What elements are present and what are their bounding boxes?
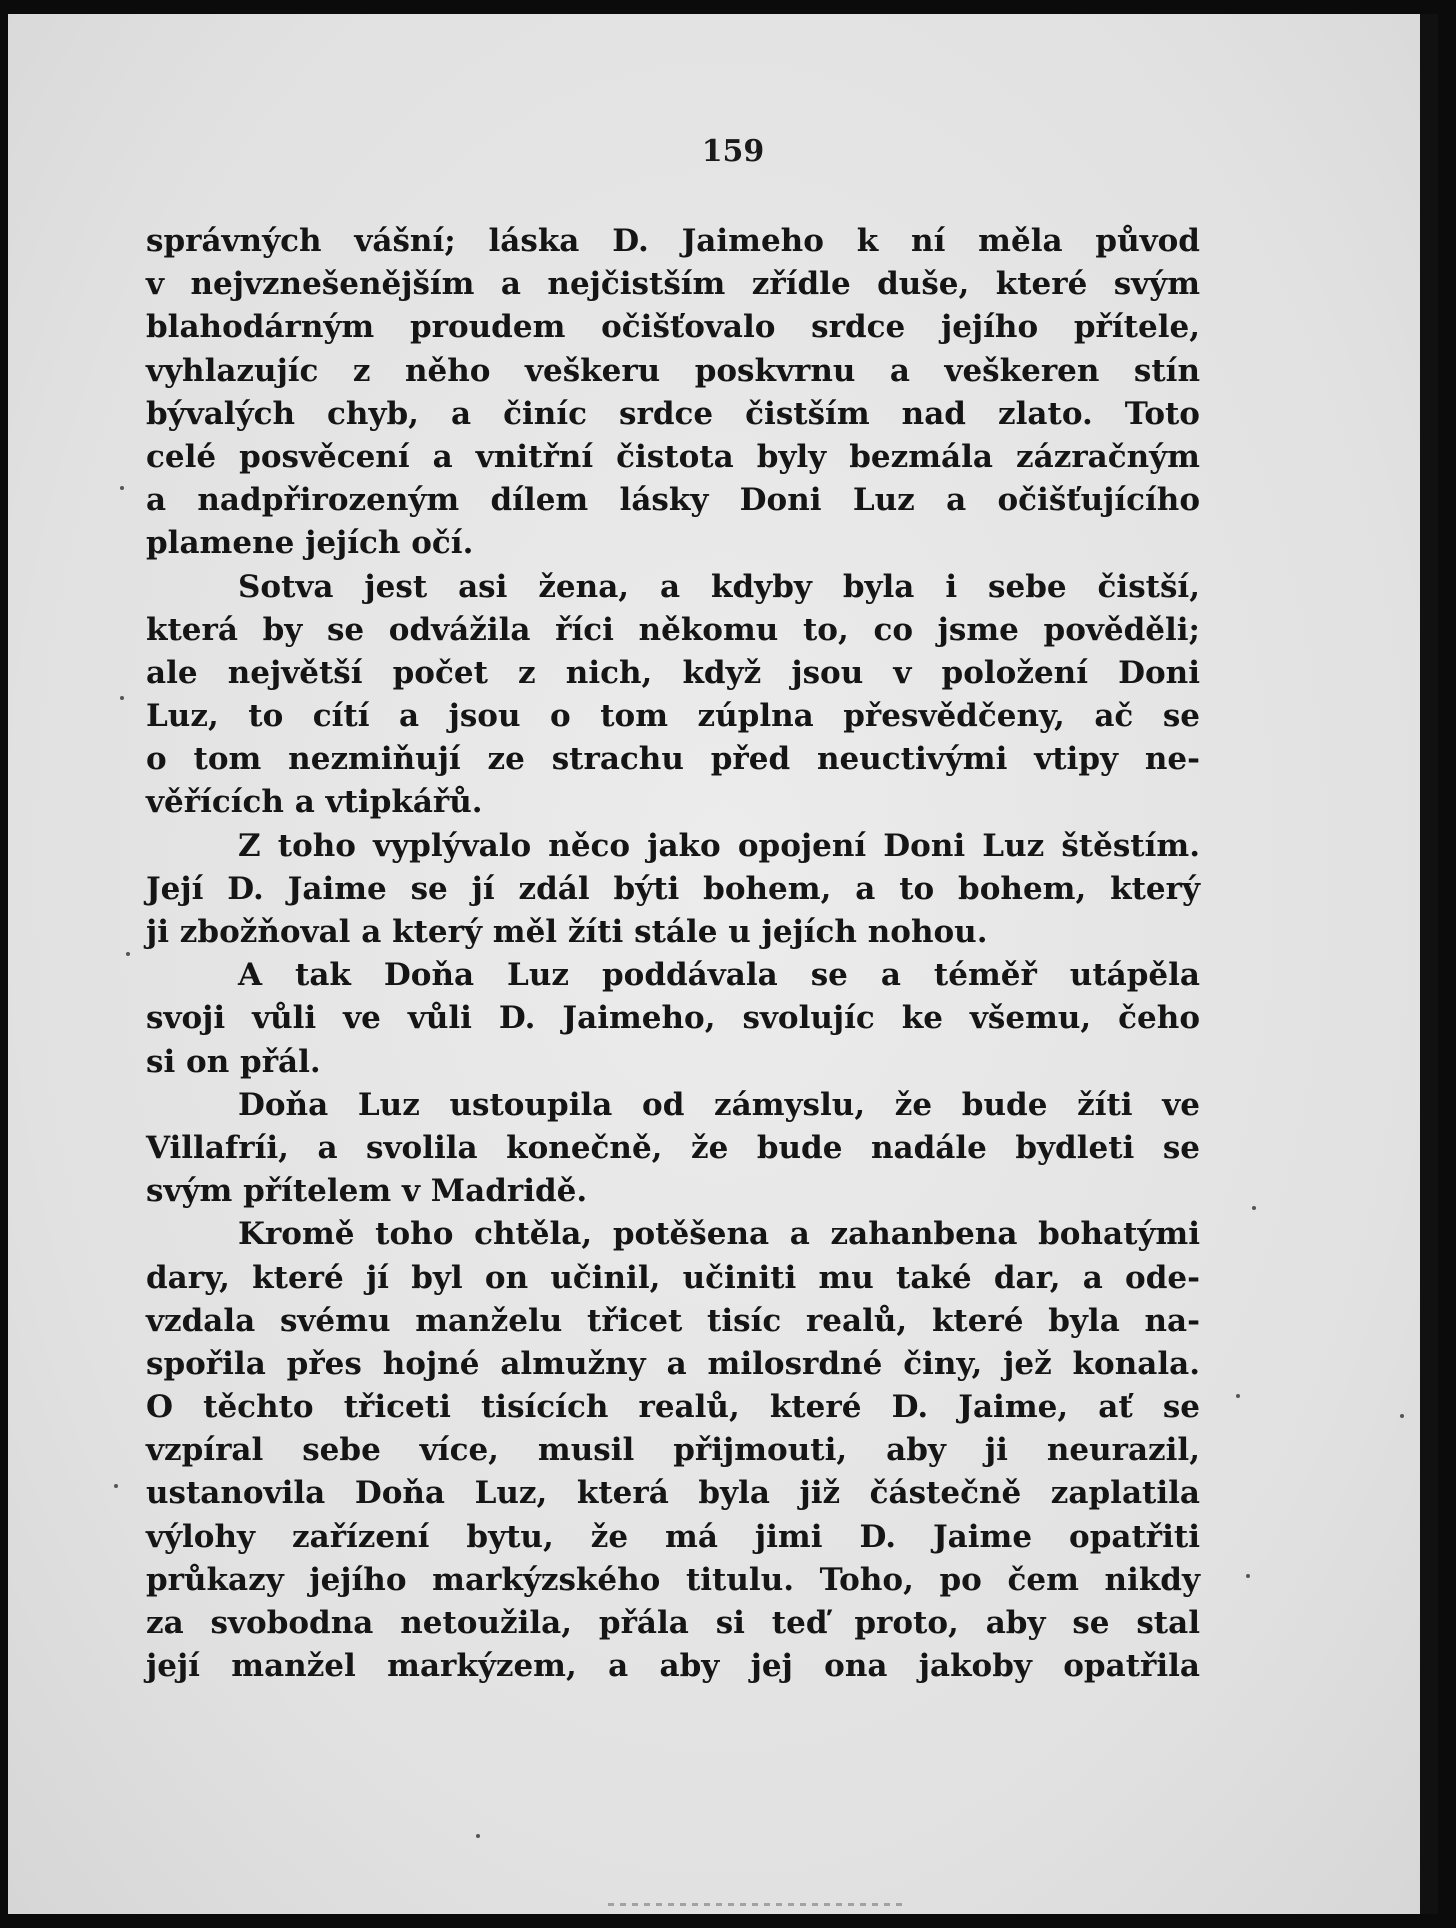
text-line: ji zbožňoval a který měl žíti stále u jejích nohou.	[146, 914, 988, 950]
text-line: svoji vůli ve vůli D. Jaimeho, svolujíc ke všemu, čeho	[146, 1000, 1200, 1037]
text-line: A tak Doňa Luz poddávala se a téměř utápěla	[238, 957, 1200, 994]
text-line: Z toho vyplývalo něco jako opojení Doni Luz štěstím.	[238, 827, 1200, 864]
text-line: o tom nezmiňují ze strachu před neuctivými vtipy ne-	[146, 741, 1200, 778]
text-line: Kromě toho chtěla, potěšena a zahanbena bohatými	[238, 1216, 1200, 1253]
body-text	[146, 220, 1200, 1688]
text-line: průkazy jejího markýzského titulu. Toho, po čem nikdy	[146, 1561, 1200, 1598]
text-line: Villafríi, a svolila konečně, že bude nadále bydleti se	[146, 1129, 1200, 1166]
scan-speck	[120, 696, 124, 700]
text-line: vzpíral sebe více, musil přijmouti, aby ji neurazil,	[146, 1432, 1200, 1469]
text-line: výlohy zařízení bytu, že má jimi D. Jaime opatřiti	[146, 1518, 1200, 1555]
scan-speck	[1400, 1414, 1404, 1418]
text-line: ale největší počet z nich, když jsou v položení Doni	[146, 654, 1200, 691]
text-line: Její D. Jaime se jí zdál býti bohem, a to bohem, který	[146, 870, 1200, 907]
text-line: vzdala svému manželu třicet tisíc realů, které byla na-	[146, 1302, 1200, 1339]
text-line: Luz, to cítí a jsou o tom zúplna přesvědčeny, ač se	[146, 698, 1200, 735]
text-line: Sotva jest asi žena, a kdyby byla i sebe čistší,	[238, 568, 1200, 605]
text-line: věřících a vtipkářů.	[146, 784, 483, 821]
scan-speck	[1246, 1574, 1250, 1578]
text-line: svým přítelem v Madridě.	[146, 1173, 588, 1210]
text-line: si on přál.	[146, 1043, 321, 1080]
text-line: Doňa Luz ustoupila od zámyslu, že bude žíti ve	[238, 1086, 1200, 1123]
text-line: dary, které jí byl on učinil, učiniti mu také dar, a ode-	[146, 1259, 1200, 1296]
text-line: bývalých chyb, a činíc srdce čistším nad zlato. Toto	[146, 395, 1200, 432]
scanned-book-page	[8, 14, 1438, 1914]
page-edge-shadow	[1420, 14, 1438, 1914]
text-line: ustanovila Doňa Luz, která byla již částečně zaplatila	[146, 1475, 1200, 1512]
scan-speck	[120, 486, 124, 490]
scan-speck	[126, 952, 130, 956]
scan-speck	[114, 1484, 118, 1488]
text-line: celé posvěcení a vnitřní čistota byly bezmála zázračným	[146, 438, 1200, 475]
scan-speck	[1252, 1206, 1256, 1210]
text-line: za svobodna netoužila, přála si teď proto, aby se stal	[146, 1605, 1200, 1641]
text-line: vyhlazujíc z něho veškeru poskvrnu a veškeren stín	[146, 352, 1200, 389]
text-line: správných vášní; láska D. Jaimeho k ní měla původ	[146, 223, 1200, 259]
page-number: 159	[701, 134, 765, 169]
text-line: O těchto třiceti tisících realů, které D. Jaime, ať se	[146, 1389, 1200, 1426]
scan-speck	[1236, 1394, 1240, 1398]
text-line: a nadpřirozeným dílem lásky Doni Luz a očišťujícího	[146, 482, 1200, 519]
text-line: spořila přes hojné almužny a milosrdné činy, jež konala.	[146, 1345, 1200, 1382]
scan-speck	[476, 1834, 480, 1838]
text-line: v nejvznešenějším a nejčistším zřídle duše, které svým	[146, 266, 1200, 303]
text-line: její manžel markýzem, a aby jej ona jakoby opatřila	[146, 1648, 1200, 1685]
text-line: blahodárným proudem očišťovalo srdce jejího přítele,	[146, 309, 1200, 346]
scan-edge-marks	[608, 1903, 908, 1906]
text-line: plamene jejích očí.	[146, 525, 474, 562]
text-line: která by se odvážila říci někomu to, co jsme pověděli;	[146, 611, 1200, 648]
